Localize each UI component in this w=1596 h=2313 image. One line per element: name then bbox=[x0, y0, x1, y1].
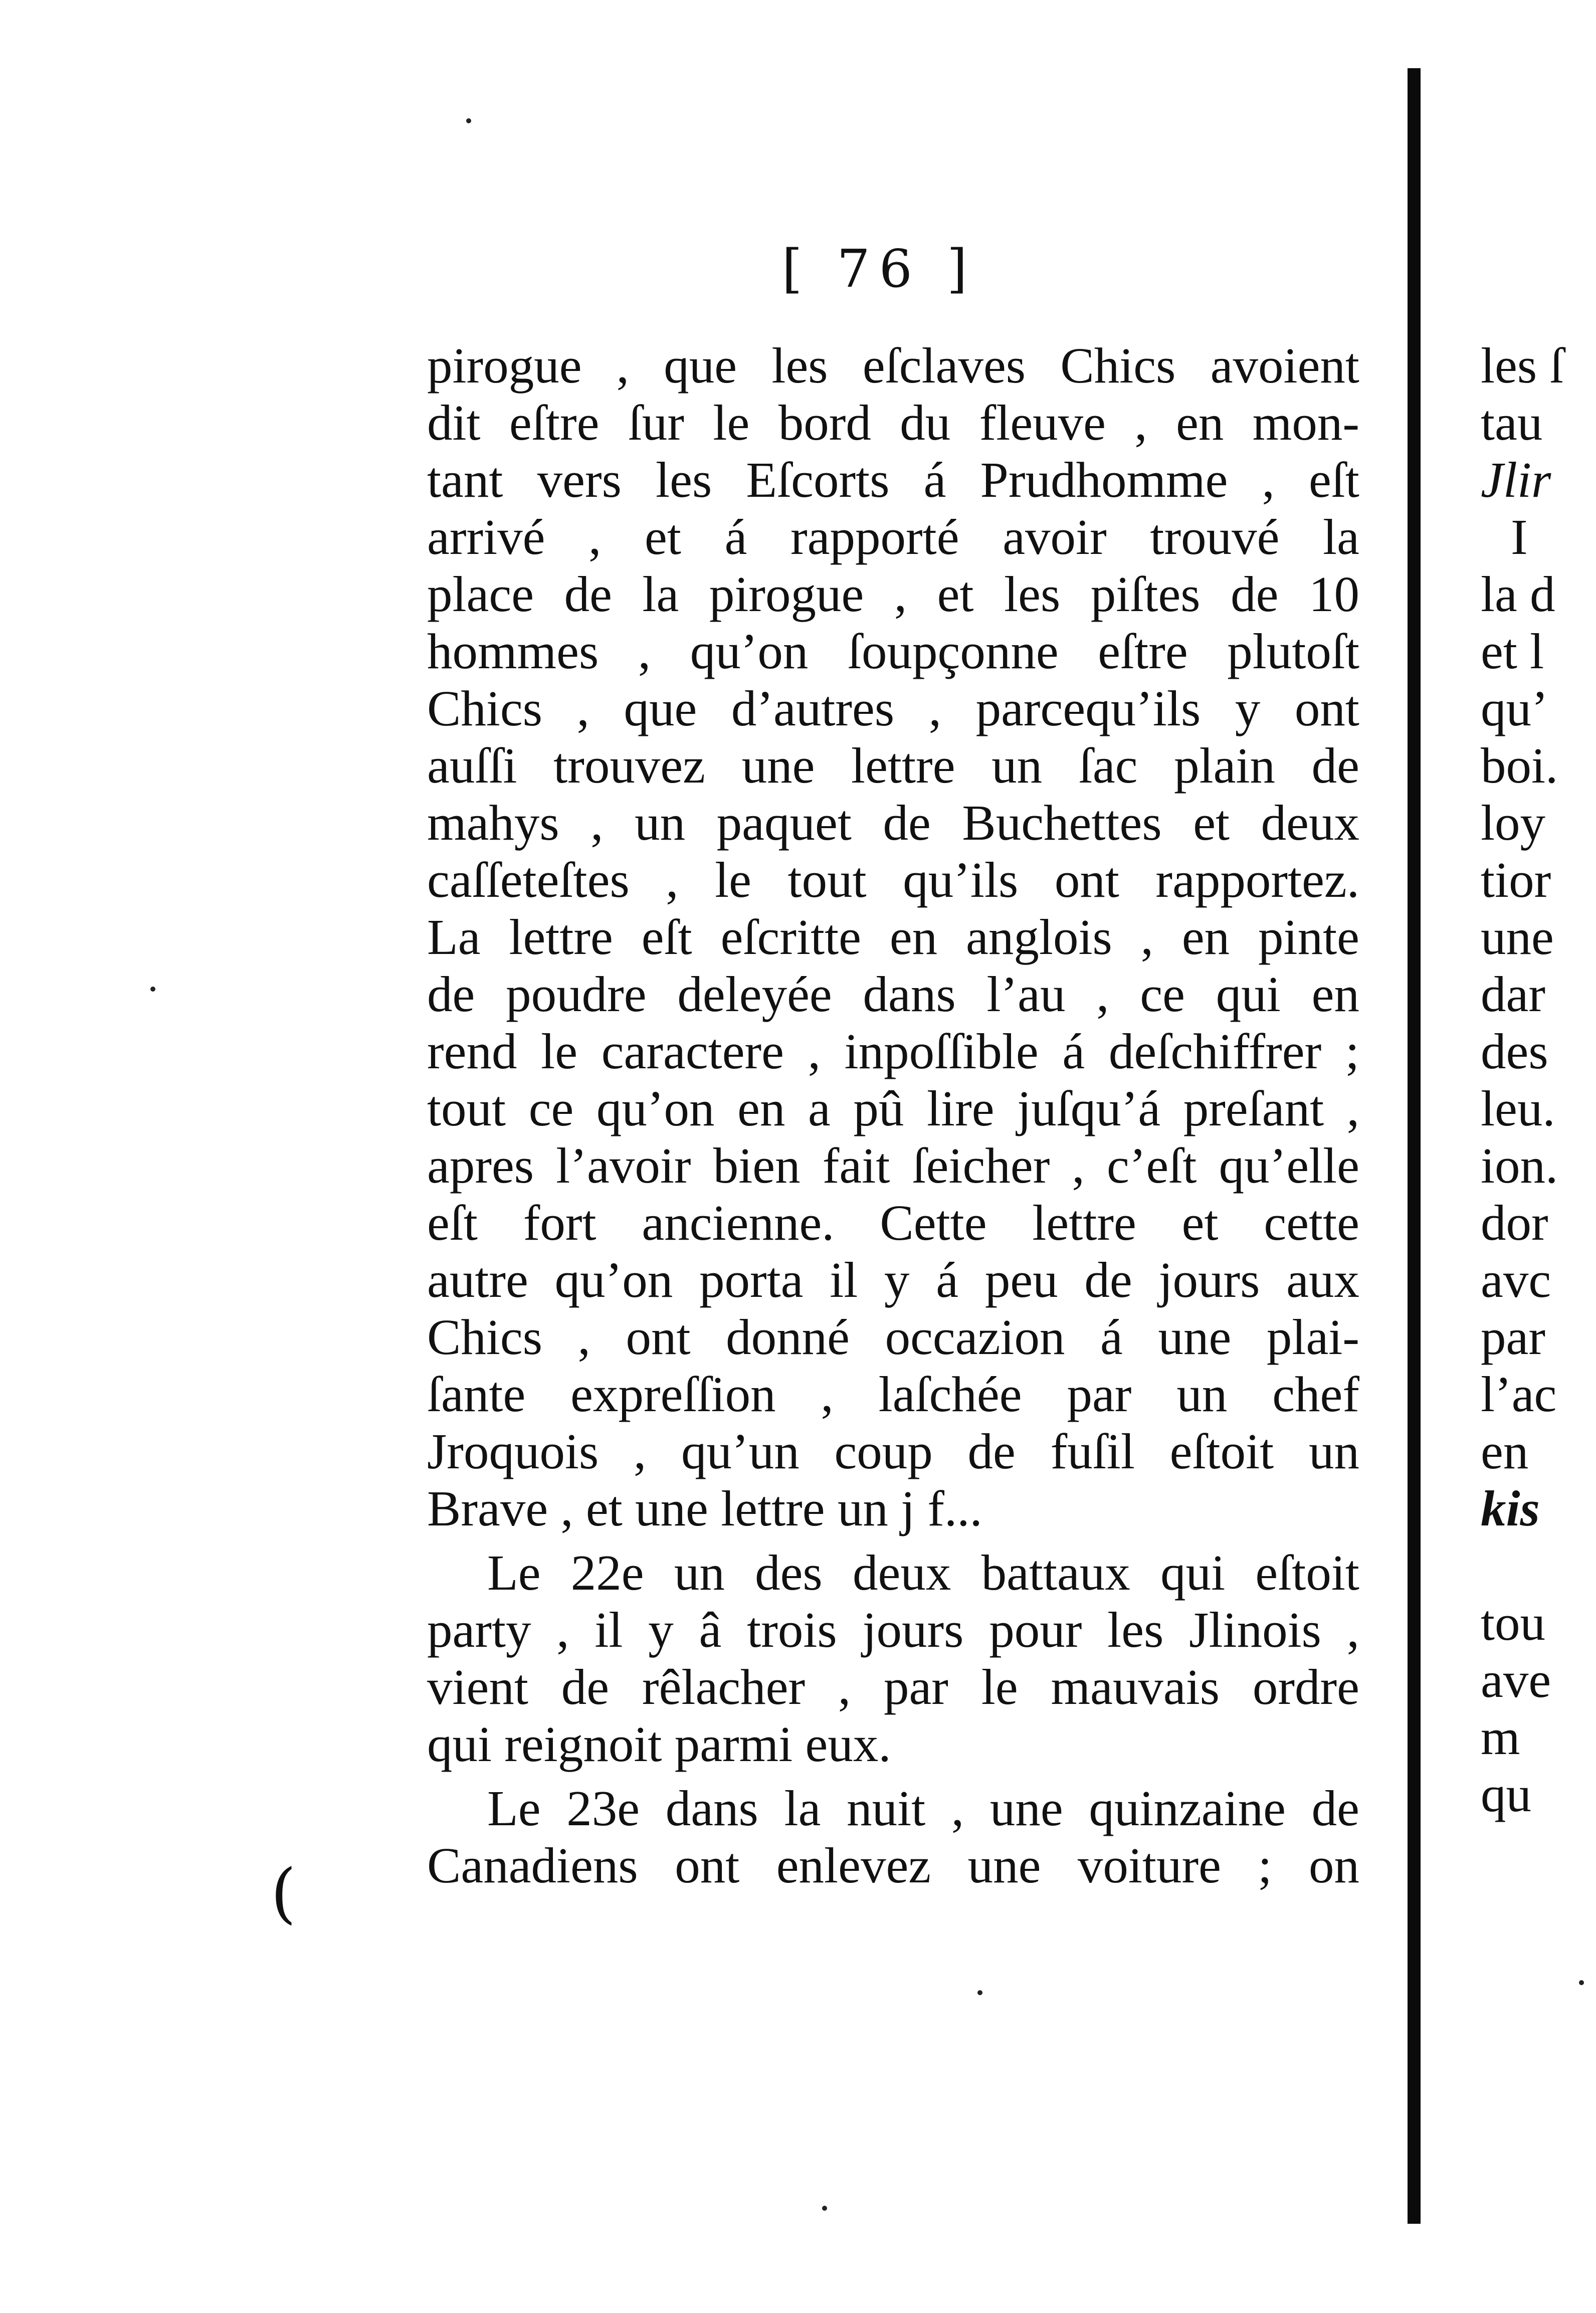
text-line: Le 23e dans la nuit , une quinzaine de bbox=[487, 1780, 1359, 1836]
text-line: Chics , que d’autres , parcequ’ils y ont bbox=[427, 680, 1359, 736]
paper-speck bbox=[466, 118, 471, 123]
text-line: arrivé , et á rapporté avoir trouvé la bbox=[427, 509, 1359, 565]
adjacent-text-fragment: tior bbox=[1481, 852, 1551, 908]
adjacent-text-fragment: avc bbox=[1481, 1252, 1551, 1308]
adjacent-text-fragment: une bbox=[1481, 909, 1554, 965]
text-line: Brave , et une lettre un j f... bbox=[427, 1480, 982, 1536]
text-line: de poudre deleyée dans l’au , ce qui en bbox=[427, 966, 1359, 1022]
adjacent-text-fragment bbox=[1481, 1537, 1596, 1594]
text-line: tout ce qu’on en a pû lire juſqu’á preſant , bbox=[427, 1080, 1359, 1136]
text-line: mahys , un paquet de Buchettes et deux bbox=[427, 795, 1359, 851]
adjacent-text-fragment: leu. bbox=[1481, 1080, 1555, 1136]
adjacent-text-fragment: la d bbox=[1481, 566, 1555, 622]
adjacent-page-fragment bbox=[1481, 337, 1596, 1823]
text-line: place de la pirogue , et les piſtes de 10 bbox=[427, 566, 1359, 622]
adjacent-text-fragment: boi. bbox=[1481, 737, 1558, 794]
text-line: pirogue , que les eſclaves Chics avoient bbox=[427, 337, 1359, 394]
margin-bracket-mark: ( bbox=[271, 1855, 296, 1931]
adjacent-text-fragment: dar bbox=[1481, 966, 1545, 1022]
adjacent-text-fragment: en bbox=[1481, 1423, 1529, 1479]
adjacent-text-fragment: ion. bbox=[1481, 1137, 1558, 1194]
adjacent-text-fragment: les ſ bbox=[1481, 337, 1564, 394]
adjacent-text-fragment: qu’ bbox=[1481, 680, 1548, 736]
adjacent-text-fragment: I bbox=[1511, 509, 1528, 565]
page-number: [ 76 ] bbox=[782, 238, 976, 299]
adjacent-text-fragment: tou bbox=[1481, 1595, 1546, 1651]
text-line: qui reignoit parmi eux. bbox=[427, 1716, 891, 1772]
page-gutter-divider bbox=[1408, 68, 1421, 2224]
paper-speck bbox=[150, 987, 155, 992]
text-line: hommes , qu’on ſoupçonne eſtre plutoſt bbox=[427, 623, 1359, 679]
text-line: eſt fort ancienne. Cette lettre et cette bbox=[427, 1195, 1359, 1251]
adjacent-text-fragment: m bbox=[1481, 1709, 1520, 1765]
text-line: apres l’avoir bien fait ſeicher , c’eſt qu’elle bbox=[427, 1137, 1359, 1194]
text-line: vient de rêlacher , par le mauvais ordre bbox=[427, 1659, 1359, 1715]
text-line: tant vers les Eſcorts á Prudhomme , eſt bbox=[427, 452, 1359, 508]
text-line: La lettre eſt eſcritte en anglois , en pinte bbox=[427, 909, 1359, 965]
text-line: Le 22e un des deux battaux qui eſtoit bbox=[487, 1545, 1359, 1601]
text-line: caſſeteſtes , le tout qu’ils ont rapportez. bbox=[427, 852, 1359, 908]
adjacent-text-fragment: loy bbox=[1481, 795, 1546, 851]
adjacent-text-fragment: ave bbox=[1481, 1652, 1551, 1708]
adjacent-text-fragment: dor bbox=[1481, 1195, 1548, 1251]
adjacent-text-fragment: des bbox=[1481, 1023, 1548, 1079]
adjacent-text-fragment: qu bbox=[1481, 1766, 1531, 1822]
text-line: Canadiens ont enlevez une voiture ; on bbox=[427, 1837, 1359, 1893]
paper-speck bbox=[1579, 1980, 1584, 1985]
adjacent-text-fragment: kis bbox=[1481, 1480, 1540, 1536]
text-line: party , il y â trois jours pour les Jlinois , bbox=[427, 1602, 1359, 1658]
text-line: auſſi trouvez une lettre un ſac plain de bbox=[427, 737, 1359, 794]
text-line: rend le caractere , inpoſſible á deſchiffrer ; bbox=[427, 1023, 1359, 1079]
paper-speck bbox=[822, 2206, 827, 2211]
adjacent-text-fragment: Jlir bbox=[1481, 452, 1551, 508]
adjacent-text-fragment: et l bbox=[1481, 623, 1544, 679]
text-line: dit eſtre ſur le bord du fleuve , en mon- bbox=[427, 395, 1359, 451]
adjacent-text-fragment: l’ac bbox=[1481, 1366, 1557, 1422]
adjacent-text-fragment: par bbox=[1481, 1309, 1545, 1365]
main-text-column bbox=[427, 337, 1359, 1894]
text-line: ſante expreſſion , laſchée par un chef bbox=[427, 1366, 1359, 1422]
text-line: Jroquois , qu’un coup de fuſil eſtoit un bbox=[427, 1423, 1359, 1479]
paper-speck bbox=[977, 1990, 982, 1995]
adjacent-text-fragment: tau bbox=[1481, 395, 1543, 451]
text-line: autre qu’on porta il y á peu de jours aux bbox=[427, 1252, 1359, 1308]
text-line: Chics , ont donné occazion á une plai- bbox=[427, 1309, 1359, 1365]
